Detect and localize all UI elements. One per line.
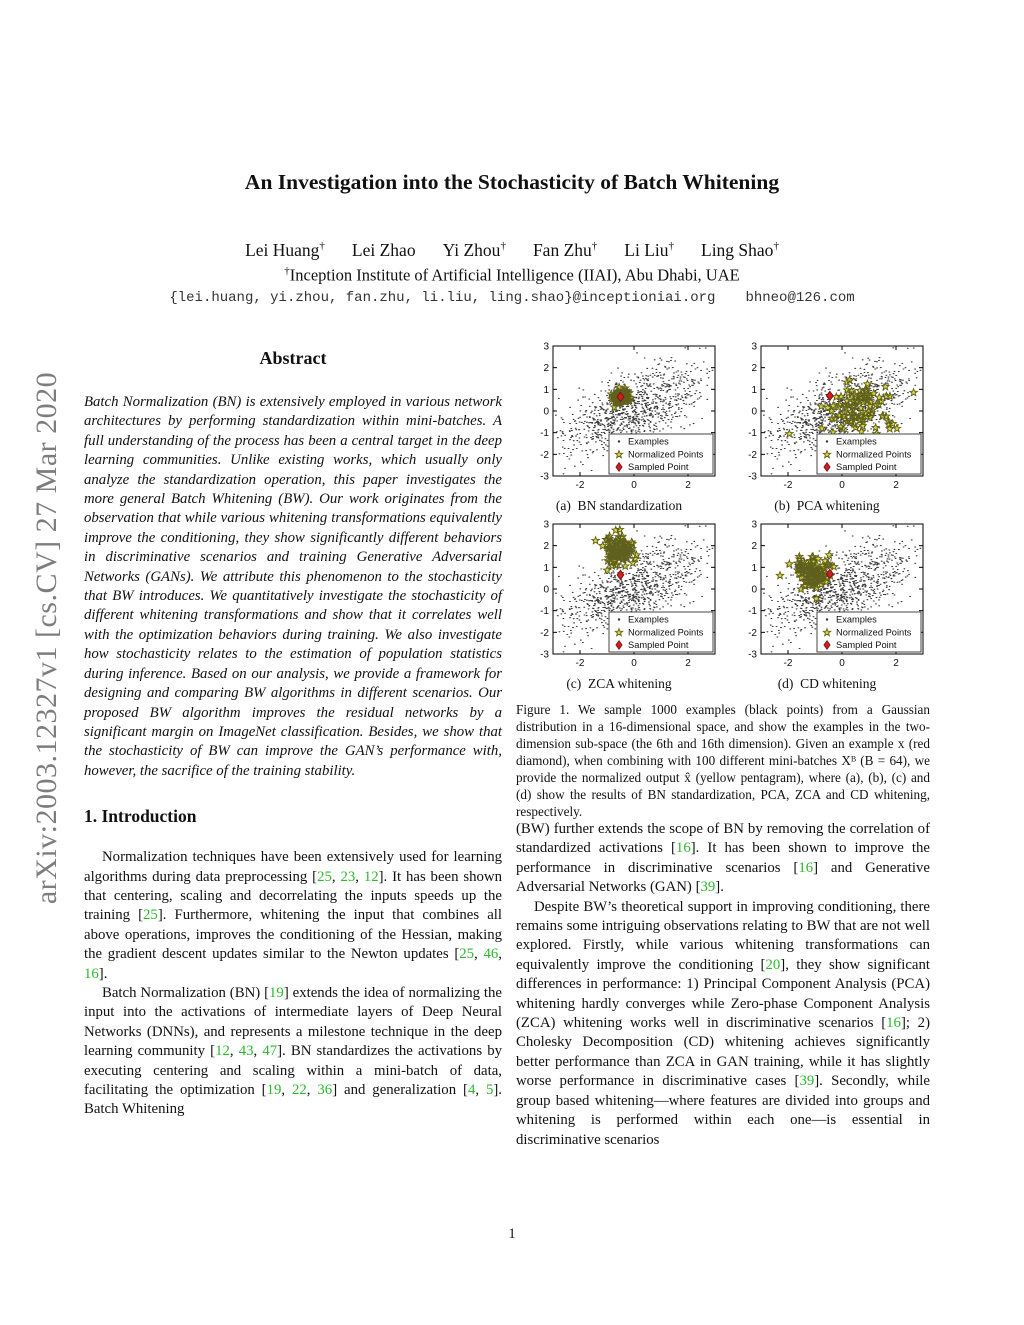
svg-text:Examples: Examples xyxy=(836,614,877,625)
svg-text:-1: -1 xyxy=(748,428,757,440)
svg-text:-2: -2 xyxy=(540,627,549,639)
svg-text:-1: -1 xyxy=(540,428,549,440)
plot-legend xyxy=(609,434,713,474)
email-group: {lei.huang, yi.zhou, fan.zhu, li.liu, ling.shao}@inceptioniai.org xyxy=(169,290,716,306)
svg-text:Examples: Examples xyxy=(628,436,669,447)
author-dagger: † xyxy=(319,240,325,253)
author-name: Ling Shao† xyxy=(701,240,779,260)
subplot-caption: (a) BN standardization xyxy=(555,498,683,513)
figure-grid xyxy=(516,341,930,692)
scatter-plot xyxy=(519,341,719,493)
author-name: Lei Zhao xyxy=(351,240,416,260)
svg-text:Normalized Points: Normalized Points xyxy=(836,449,912,460)
plot-legend xyxy=(817,434,921,474)
left-column xyxy=(84,348,502,1120)
figure-panel-c xyxy=(519,519,719,692)
svg-text:0: 0 xyxy=(839,658,845,669)
plot-legend xyxy=(609,612,713,652)
svg-text:-2: -2 xyxy=(575,480,585,491)
svg-text:1: 1 xyxy=(543,562,549,574)
citation-ref: 23 xyxy=(340,868,356,885)
svg-text:-3: -3 xyxy=(748,649,757,661)
citation-ref: 25 xyxy=(459,946,475,963)
svg-text:-3: -3 xyxy=(540,471,549,483)
citation-ref: 4 xyxy=(467,1082,476,1098)
svg-text:-2: -2 xyxy=(748,627,757,639)
email-line xyxy=(0,290,1024,306)
affiliation xyxy=(0,265,1024,286)
svg-text:3: 3 xyxy=(543,519,549,531)
abstract-text: Batch Normalization (BN) is extensively employed in various network architectures by performing standardization within mini-batches. A full understanding of the process has been a central target in the deep learning communities. Unlike existing works, which usually only analyze the standardization operation, this paper investigates the more general Batch Whitening (BW). Our work originates from the observation that while various whitening transformations equivalently improve the conditioning, they show significantly different behaviors in discriminative scenarios and training Generative Adversarial Networks (GANs). We attribute this phenomenon to the stochasticity that BW introduces. We quantitatively investigate the stochasticity of different whitening transformations and show that it correlates well with the optimization behaviors during training. We also investigate how stochasticity relates to the estimation of population statistics during inference. Based on our analysis, we provide a framework for designing and comparing BW algorithms in different scenarios. Our proposed BW algorithm improves the residual networks by a significant margin on ImageNet classification. Besides, we show that the stochasticity of BW can improve the GAN’s performance with, however, the sacrifice of the training stability. xyxy=(84,394,502,779)
svg-text:Sampled Point: Sampled Point xyxy=(836,462,897,473)
svg-text:-2: -2 xyxy=(540,449,549,461)
svg-text:3: 3 xyxy=(751,519,757,531)
citation-ref: 12 xyxy=(363,868,379,885)
subplot-caption: (d) CD whitening xyxy=(777,676,877,691)
introduction-heading: 1. Introduction xyxy=(84,806,197,827)
svg-text:2: 2 xyxy=(893,480,899,491)
svg-text:-1: -1 xyxy=(748,606,757,618)
affiliation-text: Inception Institute of Artificial Intelligence (IIAI), Abu Dhabi, UAE xyxy=(289,265,740,285)
svg-text:3: 3 xyxy=(751,341,757,353)
figure-panel-d xyxy=(727,519,927,692)
svg-text:Examples: Examples xyxy=(628,614,669,625)
citation-ref: 12 xyxy=(215,1043,230,1060)
svg-text:0: 0 xyxy=(839,480,845,491)
citation-ref: 20 xyxy=(765,956,781,973)
figure-panel-a xyxy=(519,341,719,514)
author-dagger: † xyxy=(668,240,674,253)
abstract-heading: Abstract xyxy=(259,348,327,368)
author-name: Lei Huang† xyxy=(245,240,325,260)
svg-text:-3: -3 xyxy=(540,649,549,661)
svg-text:-2: -2 xyxy=(783,480,793,491)
svg-text:Sampled Point: Sampled Point xyxy=(836,640,897,651)
svg-text:0: 0 xyxy=(751,584,757,596)
figure-caption: Figure 1. We sample 1000 examples (black points) from a Gaussian distribution in a 16-dimensional space, and show the examples in the two-dimension sub-space (the 6th and 16th dimension). Given an example x (red diamond), when combining with 100 different mini-batches Xᴮ (B = 64), we provide the normalized output x̂ (yellow pentagram), where (a), (b), (c) and (d) show the results of BN standardization, PCA, ZCA and CD whitening, respectively. xyxy=(516,702,930,819)
svg-text:2: 2 xyxy=(751,363,757,375)
citation-ref: 16 xyxy=(84,965,99,982)
svg-text:3: 3 xyxy=(543,341,549,353)
svg-text:2: 2 xyxy=(543,541,549,553)
svg-text:0: 0 xyxy=(631,480,637,491)
svg-text:2: 2 xyxy=(543,363,549,375)
author-name: Fan Zhu† xyxy=(532,240,598,260)
citation-ref: 19 xyxy=(266,1082,282,1098)
citation-ref: 19 xyxy=(269,984,284,1001)
svg-text:2: 2 xyxy=(751,541,757,553)
arxiv-watermark: arXiv:2003.12327v1 [cs.CV] 27 Mar 2020 xyxy=(30,371,63,905)
citation-ref: 36 xyxy=(317,1082,333,1098)
scatter-plot xyxy=(727,341,927,493)
citation-ref: 25 xyxy=(317,868,332,885)
svg-text:2: 2 xyxy=(685,480,691,491)
body-paragraph-2: Despite BW’s theoretical support in improving conditioning, there remains some intriguing observations relating to BW that are not well explored. Firstly, while various whitening transformations can equivalently improve the conditioning [20], they show significant differences in performance: 1) Principal Component Analysis (PCA) whitening hardly converges while Zero-phase Component Analysis (ZCA) whitening works well in discriminative scenarios [16]; 2) Cholesky Decomposition (CD) whitening achieves significantly better performance than ZCA in GAN training, while it has slightly worse performance in discriminative cases [39]. Secondly, while group based whitening—where features are divided into groups and whitening is performed within each one—is essential in discriminative scenarios xyxy=(516,898,930,1148)
svg-text:0: 0 xyxy=(543,584,549,596)
svg-text:0: 0 xyxy=(631,658,637,669)
svg-text:Examples: Examples xyxy=(836,436,877,447)
intro-paragraph-1: Normalization techniques have been extensively used for learning algorithms during data preprocessing [25, 23, 12]. It has been shown that centering, scaling and decorrelating the inputs speeds up the training [25]. Furthermore, whitening the input that combines all above operations, improves the conditioning of the Hessian, making the gradient descent updates similar to the Newton updates [25, 46, 16]. xyxy=(84,849,502,982)
author-dagger: † xyxy=(591,240,598,253)
citation-ref: 46 xyxy=(483,946,499,963)
scatter-plot xyxy=(727,519,927,671)
scatter-plot xyxy=(519,519,719,671)
subplot-caption: (b) PCA whitening xyxy=(774,498,880,513)
svg-text:2: 2 xyxy=(893,658,899,669)
svg-text:-2: -2 xyxy=(575,658,585,669)
citation-ref: 25 xyxy=(143,907,158,924)
citation-ref: 39 xyxy=(700,879,716,896)
citation-ref: 22 xyxy=(292,1082,307,1098)
svg-text:Normalized Points: Normalized Points xyxy=(628,449,704,460)
email-personal: bhneo@126.com xyxy=(745,290,855,306)
svg-text:1: 1 xyxy=(751,384,757,396)
author-dagger: † xyxy=(500,240,506,253)
author-name: Li Liu† xyxy=(624,240,674,260)
citation-ref: 5 xyxy=(485,1082,494,1098)
citation-ref: 16 xyxy=(886,1015,901,1032)
svg-text:-3: -3 xyxy=(748,471,757,483)
subplot-caption: (c) ZCA whitening xyxy=(566,676,672,691)
right-column xyxy=(516,341,930,1150)
svg-text:1: 1 xyxy=(543,384,549,396)
svg-text:-2: -2 xyxy=(748,449,757,461)
svg-text:Normalized Points: Normalized Points xyxy=(836,627,912,638)
intro-paragraph-2: Batch Normalization (BN) [19] extends the idea of normalizing the input into the activations of intermediate layers of Deep Neural Networks (DNNs), and represents a milestone technique in the deep learning community [12, 43, 47]. BN standardizes the activations by executing centering and scaling within a mini-batch of data, facilitating the optimization [19, 22, 36] and generalization [4, 5]. Batch Whitening xyxy=(84,984,502,1118)
svg-text:Normalized Points: Normalized Points xyxy=(628,627,704,638)
body-paragraph-1: (BW) further extends the scope of BN by removing the correlation of standardized activations [16]. It has been shown to improve the performance in discriminative scenarios [16] and Generative Adversarial Networks (GAN) [39]. xyxy=(516,821,931,896)
svg-text:0: 0 xyxy=(543,406,549,418)
author-name: Yi Zhou† xyxy=(442,240,506,260)
figure-panel-b xyxy=(727,341,927,514)
author-dagger: † xyxy=(773,240,779,253)
citation-ref: 47 xyxy=(262,1043,278,1060)
svg-text:Sampled Point: Sampled Point xyxy=(628,640,689,651)
svg-text:-1: -1 xyxy=(540,606,549,618)
citation-ref: 39 xyxy=(799,1073,815,1090)
citation-ref: 16 xyxy=(675,840,691,857)
svg-text:-2: -2 xyxy=(783,658,793,669)
svg-text:1: 1 xyxy=(751,562,757,574)
paper-title: An Investigation into the Stochasticity of Batch Whitening xyxy=(244,170,780,194)
citation-ref: 43 xyxy=(238,1043,254,1060)
svg-text:2: 2 xyxy=(685,658,691,669)
svg-text:Sampled Point: Sampled Point xyxy=(628,462,689,473)
plot-legend xyxy=(817,612,921,652)
author-list xyxy=(0,240,1024,261)
affiliation-dagger: † xyxy=(284,265,290,277)
citation-ref: 16 xyxy=(798,859,814,876)
svg-text:0: 0 xyxy=(751,406,757,418)
page-number: 1 xyxy=(508,1226,516,1242)
figure-1 xyxy=(516,341,930,820)
